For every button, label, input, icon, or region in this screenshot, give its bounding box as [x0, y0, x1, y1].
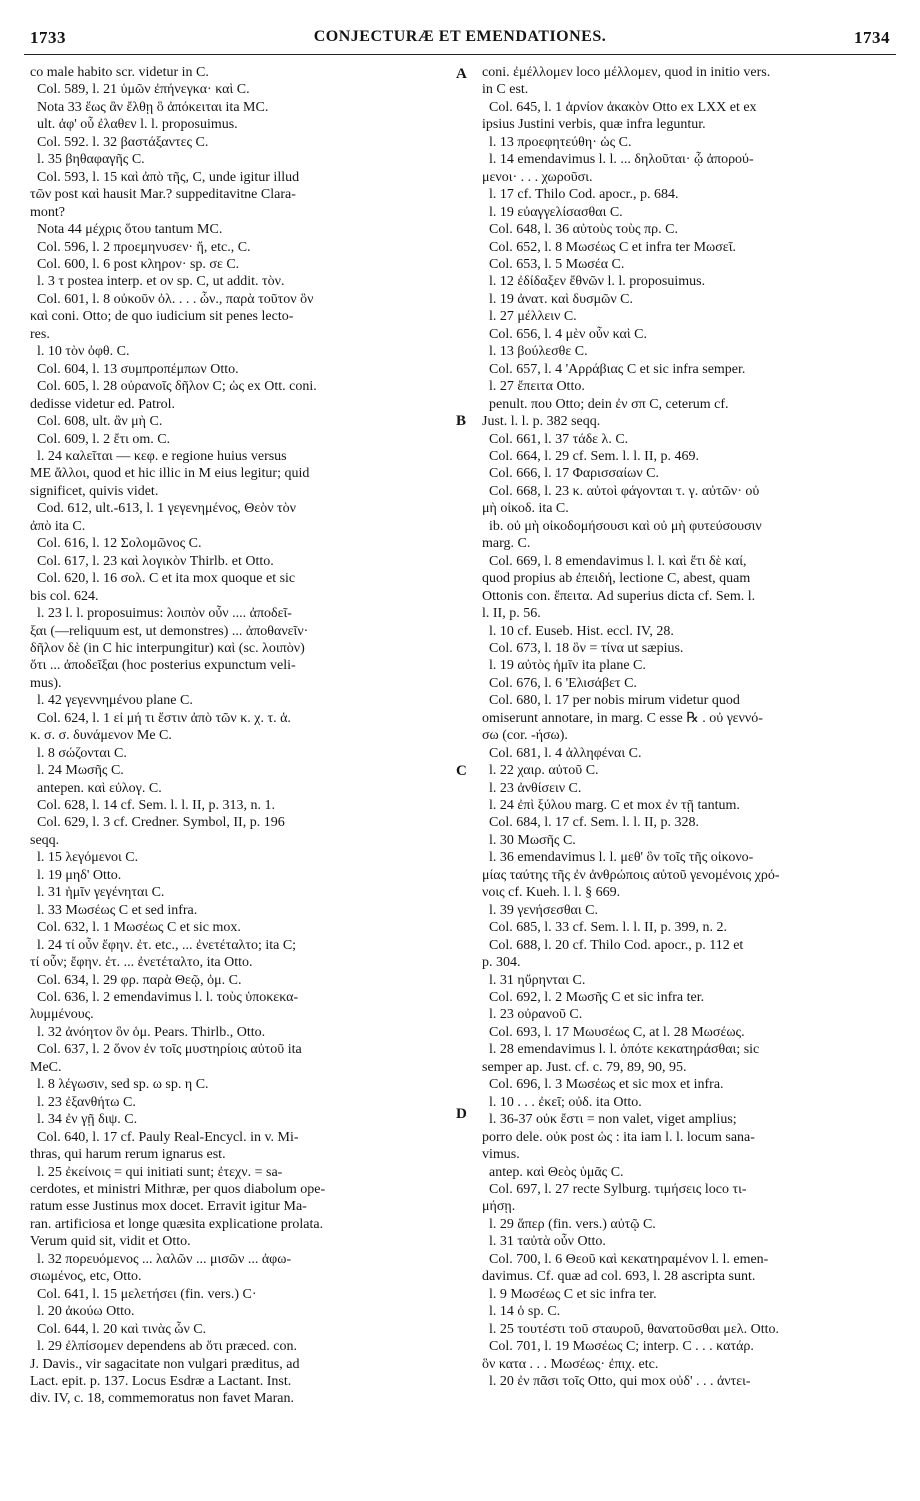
text-line: l. 15 λεγόμενοι C. — [30, 850, 139, 866]
text-line: Col. 680, l. 17 per nobis mirum videtur quod — [482, 693, 740, 709]
text-line: Col. 701, l. 19 Μωσέως C; interp. C . . . κατάρ. — [482, 1339, 754, 1355]
text-line: Col. 593, l. 15 καὶ ἀπὸ τῆς, C, unde igitur illud — [30, 169, 300, 185]
text-line: μήσῃ. — [482, 1199, 516, 1215]
text-line: Ottonis con. ἔπειτα. Ad superius dicta cf. Sem. l. — [482, 588, 756, 604]
text-line: l. 24 ἐπὶ ξύλου marg. C et mox ἐν τῇ tantum. — [482, 798, 740, 814]
text-line: semper ap. Just. cf. c. 79, 89, 90, 95. — [482, 1059, 687, 1075]
page-header — [24, 24, 896, 55]
text-line: l. 36-37 οὐκ ἔστι = non valet, viget amplius; — [482, 1112, 737, 1128]
text-line: l. 24 καλεῖται — κεφ. e regione huius versus — [30, 448, 287, 464]
text-line: Nota 44 μέχρις ὅτου tantum MC. — [30, 222, 223, 238]
text-line: l. 3 τ postea interp. et ον sp. C, ut addit. τὸν. — [30, 274, 285, 290]
text-line: Col. 652, l. 8 Μωσέως C et infra ter Μωσεῖ. — [482, 239, 736, 255]
text-line: Col. 605, l. 28 οὐρανοῖς δῆλον C; ὡς ex Ott. coni. — [30, 379, 317, 395]
text-line: l. 10 cf. Euseb. Hist. eccl. IV, 28. — [482, 623, 674, 639]
text-line: l. 20 ἐν πᾶσι τοῖς Otto, qui mox οὐδ' . . . ἀντει- — [482, 1373, 751, 1389]
text-line: vimus. — [482, 1147, 520, 1163]
text-line: Col. 685, l. 33 cf. Sem. l. l. II, p. 399, n. 2. — [482, 920, 727, 936]
text-line: l. 23 ἀνθίσειν C. — [482, 780, 582, 796]
text-line: ult. ἀφ' οὗ ἐλαθεν l. l. proposuimus. — [30, 117, 238, 133]
text-line: l. 25 τουτέστι τοῦ σταυροῦ, θανατοῦσθαι μελ. Otto. — [482, 1321, 779, 1337]
text-line: l. 19 αὐτὸς ἡμῖν ita plane C. — [482, 658, 646, 674]
text-line: l. 23 l. l. proposuimus: λοιπὸν οὖν .... ἀποδεῖ- — [30, 606, 292, 622]
text-line: mus). — [30, 675, 62, 691]
running-title: CONJECTURÆ ET EMENDATIONES. — [313, 28, 607, 45]
text-line: Nota 33 ἕως ἂν ἔλθῃ ὃ ἀπόκειται ita MC. — [30, 99, 269, 115]
text-line: Col. 666, l. 17 Φαρισσαίων C. — [482, 466, 660, 482]
margin-letter-c: C — [456, 763, 467, 779]
text-line: l. 14 emendavimus l. l. ... δηλοῦται· ᾧ ἀπορού- — [482, 152, 754, 168]
text-line: Col. 629, l. 3 cf. Credner. Symbol, II, p. 196 — [30, 815, 285, 831]
text-line: Col. 616, l. 12 Σολομῶνος C. — [30, 536, 202, 552]
text-line: l. 19 εὐαγγελίσασθαι C. — [482, 204, 623, 220]
text-line: Col. 644, l. 20 καὶ τινὰς ὧν C. — [30, 1321, 207, 1337]
text-line: davimus. Cf. quæ ad col. 693, l. 28 ascripta sunt. — [482, 1269, 756, 1285]
text-line: co male habito scr. videtur in C. — [30, 65, 209, 80]
text-line: μενοι· . . . χωροῦσι. — [482, 169, 593, 185]
text-line: ipsius Justini verbis, quæ infra leguntur. — [482, 117, 706, 133]
text-line: Just. l. l. p. 382 seqq. — [482, 414, 601, 430]
text-line: ξαι (—reliquum est, ut demonstres) ... ἀποθανεῖν· — [30, 623, 309, 639]
text-line: l. 20 ἀκούω Otto. — [30, 1304, 135, 1320]
text-line: λυμμένους. — [30, 1007, 94, 1023]
text-line: coni. ἐμέλλομεν loco μέλλομεν, quod in initio vers. — [482, 65, 771, 80]
text-line: Col. 637, l. 2 ὅνον ἐν τοῖς μυστηρίοις αὐτοῦ ita — [30, 1042, 302, 1058]
text-line: Col. 640, l. 17 cf. Pauly Real-Encycl. in v. Mi- — [30, 1129, 299, 1145]
text-line: Col. 653, l. 5 Μωσέα C. — [482, 256, 625, 272]
text-line: l. 12 ἐδίδαξεν ἔθνῶν l. l. proposuimus. — [482, 274, 706, 290]
text-line: Col. 589, l. 21 ὑμῶν ἐπήνεγκα· καὶ C. — [30, 82, 250, 98]
text-line: div. IV, c. 18, commemoratus non favet Maran. — [30, 1391, 294, 1407]
text-line: Col. 641, l. 15 μελετήσει (fin. vers.) C· — [30, 1286, 257, 1302]
text-line: Col. 681, l. 4 ἀλληφέναι C. — [482, 745, 642, 761]
text-line: Verum quid sit, vidit et Otto. — [30, 1234, 191, 1250]
text-line: antepen. καὶ εὐλογ. C. — [30, 780, 162, 796]
text-line: cerdotes, et ministri Mithræ, per quos diabolum ope- — [30, 1182, 326, 1197]
text-line: l. 39 γενήσεσθαι C. — [482, 902, 598, 918]
text-line: l. 32 ἀνόητον ὃν ὁμ. Pears. Thirlb., Otto. — [30, 1024, 266, 1040]
text-line: Col. 604, l. 13 συμπροπέμπων Otto. — [30, 361, 239, 377]
text-line: δῆλον δὲ (in C hic interpungitur) καὶ (sc. λοιπὸν) — [30, 640, 305, 656]
text-line: seqq. — [30, 832, 60, 848]
left-column — [30, 64, 448, 1489]
margin-letter-d: D — [456, 1106, 467, 1122]
text-line: thras, qui harum rerum ignarus est. — [30, 1147, 226, 1163]
text-line: l. 34 ἐν γῇ διψ. C. — [30, 1112, 138, 1128]
text-line: l. 42 γεγεννημένου plane C. — [30, 693, 193, 709]
text-line: l. 23 οὐρανοῦ C. — [482, 1007, 583, 1023]
text-line: Col. 601, l. 8 οὐκοῦν ὀλ. . . . ὧν., παρὰ τοῦτον ὃν — [30, 291, 314, 307]
text-line: Col. 628, l. 14 cf. Sem. l. l. II, p. 313, n. 1. — [30, 798, 275, 814]
text-line: Col. 624, l. 1 εἰ μή τι ἔστιν ἀπὸ τῶν κ. χ. τ. ἁ. — [30, 710, 291, 726]
text-line: antep. καὶ Θεὸς ὑμᾶς C. — [482, 1164, 624, 1180]
text-line: Col. 609, l. 2 ἔτι om. C. — [30, 431, 171, 447]
text-line: bis col. 624. — [30, 588, 99, 604]
text-line: Col. 668, l. 23 κ. αὐτοὶ φάγονται τ. γ. αὐτῶν· οὐ — [482, 483, 760, 499]
text-line: l. 31 ηὔρηνται C. — [482, 972, 586, 988]
text-line: Col. 684, l. 17 cf. Sem. l. l. II, p. 328. — [482, 815, 699, 831]
text-line: ὃν κατα . . . Μωσέως· ἐπιχ. etc. — [482, 1356, 659, 1372]
text-line: J. Davis., vir sagacitate non vulgari præditus, ad — [30, 1356, 300, 1372]
text-line: Col. 661, l. 37 τάδε λ. C. — [482, 431, 629, 447]
text-line: l. 24 Μωσῆς C. — [30, 763, 124, 779]
text-line: marg. C. — [482, 536, 531, 552]
text-line: l. 32 πορευόμενος ... λαλῶν ... μισῶν ... ἀφω- — [30, 1251, 292, 1267]
text-line: Col. 592. l. 32 βαστάξαντες C. — [30, 134, 209, 150]
text-line: ran. artificiosa et longe quæsita explicatione prolata. — [30, 1216, 324, 1232]
text-line: Col. 673, l. 18 ὃν = τίνα ut sæpius. — [482, 640, 684, 656]
text-line: dedisse videtur ed. Patrol. — [30, 396, 176, 412]
text-line: Lact. epit. p. 137. Locus Esdræ a Lactant. Inst. — [30, 1373, 292, 1389]
text-line: Col. 669, l. 8 emendavimus l. l. καὶ ἔτι δὲ καί, — [482, 553, 747, 569]
text-line: l. 29 ἐλπίσομεν dependens ab ὅτι præced. con. — [30, 1339, 297, 1355]
text-line: l. 27 μέλλειν C. — [482, 309, 577, 325]
text-line: σω (cor. -ήσω). — [482, 728, 568, 744]
right-page-number: 1734 — [854, 28, 890, 47]
text-line: in C est. — [482, 82, 529, 98]
text-line: l. 14 ὁ sp. C. — [482, 1304, 561, 1320]
text-line: l. 35 βηθαφαγῆς C. — [30, 152, 145, 168]
text-line: Cod. 612, ult.-613, l. 1 γεγενημένος, Θεὸν τὸν — [30, 501, 297, 517]
text-line: l. 9 Μωσέως C et sic infra ter. — [482, 1286, 657, 1302]
text-line: ME ἄλλοι, quod et hic illic in M eius legitur; quid — [30, 466, 310, 482]
text-line: l. 31 ταὐτὰ οὖν Otto. — [482, 1234, 606, 1250]
margin-letter-b: B — [456, 413, 467, 429]
text-line: τί οὖν; ἔφην. ἐτ. ... ἐνετέταλτο, ita Otto. — [30, 955, 253, 971]
text-line: res. — [30, 326, 50, 342]
text-line: l. 29 ἅπερ (fin. vers.) αὐτῷ C. — [482, 1216, 656, 1232]
text-line: Col. 634, l. 29 φρ. παρὰ Θεῷ, ὁμ. C. — [30, 972, 242, 988]
text-line: p. 304. — [482, 955, 521, 971]
text-line: Col. 697, l. 27 recte Sylburg. τιμήσεις loco τι- — [482, 1182, 747, 1197]
text-line: Col. 692, l. 2 Μωσῆς C et sic infra ter. — [482, 990, 705, 1006]
left-page-number: 1733 — [30, 28, 66, 47]
text-line: l. 24 τί οὖν ἔφην. ἐτ. etc., ... ἐνετέταλτο; ita C; — [30, 937, 297, 953]
text-line: Col. 620, l. 16 σολ. C et ita mox quoque et sic — [30, 571, 296, 587]
right-column — [482, 64, 898, 1489]
text-line: l. 30 Μωσῆς C. — [482, 832, 576, 848]
text-line: l. 28 emendavimus l. l. ὁπότε κεκατηράσθαι; sic — [482, 1042, 760, 1058]
text-line: significet, quivis videt. — [30, 483, 159, 499]
text-line: νοις cf. Kueh. l. l. § 669. — [482, 885, 621, 901]
text-line: l. 13 προεφητεύθη· ὡς C. — [482, 134, 632, 150]
text-line: omiserunt annotare, in marg. C esse ℞ . οὐ γεννό- — [482, 710, 763, 726]
text-line: Col. 700, l. 6 Θεοῦ καὶ κεκατηραμένον l. l. emen- — [482, 1251, 769, 1267]
text-line: ib. οὐ μὴ οἰκοδομήσουσι καὶ οὐ μὴ φυτεύσουσιν — [482, 518, 762, 534]
text-line: l. 8 λέγωσιν, sed sp. ω sp. η C. — [30, 1077, 209, 1093]
text-line: quod propius ab ἐπειδή, lectione C, abest, quam — [482, 571, 751, 587]
text-line: μίας ταύτης τῆς ἐν ἀνθρώποις αὐτοῦ γενομένοις χρό- — [482, 867, 780, 883]
text-line: l. 10 . . . ἐκεῖ; οὐδ. ita Otto. — [482, 1094, 642, 1110]
text-line: Col. 608, ult. ἂν μὴ C. — [30, 414, 163, 430]
text-line: Col. 664, l. 29 cf. Sem. l. l. II, p. 469. — [482, 448, 699, 464]
text-line: Col. 645, l. 1 ἀρνίον ἀκακὸν Otto ex LXX et ex — [482, 99, 757, 115]
margin-letter-a: A — [456, 66, 467, 82]
text-line: Col. 600, l. 6 post κληρον· sp. σε C. — [30, 256, 240, 272]
text-line: Col. 648, l. 36 αὐτοὺς τοὺς πρ. C. — [482, 222, 678, 238]
text-line: l. 23 ἐξανθήτω C. — [30, 1094, 136, 1110]
text-line: l. 17 cf. Thilo Cod. apocr., p. 684. — [482, 187, 679, 203]
text-line: τῶν post καὶ hausit Mar.? suppeditavitne Clara- — [30, 187, 296, 203]
text-line: l. 19 ἀνατ. καὶ δυσμῶν C. — [482, 291, 634, 307]
text-line: l. 31 ἡμῖν γεγένηται C. — [30, 885, 165, 901]
text-line: ratum esse Justinus mox docet. Erravit igitur Ma- — [30, 1199, 307, 1215]
text-line: Col. 693, l. 17 Μωυσέως C, at l. 28 Μωσέως. — [482, 1024, 745, 1040]
text-line: l. 8 σώζονται C. — [30, 745, 127, 761]
text-line: l. 19 μηδ' Otto. — [30, 867, 122, 883]
text-line: MeC. — [30, 1059, 62, 1075]
text-line: penult. που Otto; dein ἐν σπ C, ceterum cf. — [482, 396, 729, 412]
text-line: μὴ οἰκοδ. ita C. — [482, 501, 569, 517]
text-line: Col. 676, l. 6 'Ελισάβετ C. — [482, 675, 637, 691]
text-line: Col. 632, l. 1 Μωσέως C et sic mox. — [30, 920, 241, 936]
text-line: Col. 617, l. 23 καὶ λογικὸν Thirlb. et Otto. — [30, 553, 274, 569]
text-line: l. II, p. 56. — [482, 606, 541, 622]
text-line: mont? — [30, 204, 65, 220]
text-line: l. 10 τὸν ὀφθ. C. — [30, 344, 130, 360]
text-line: Col. 696, l. 3 Μωσέως et sic mox et infra. — [482, 1077, 724, 1093]
text-line: l. 25 ἐκείνοις = qui initiati sunt; ἐτεχν. = sa- — [30, 1164, 283, 1180]
text-line: l. 13 βούλεσθε C. — [482, 344, 588, 360]
text-line: Col. 657, l. 4 'Αρράβιας C et sic infra semper. — [482, 361, 746, 377]
text-line: Col. 688, l. 20 cf. Thilo Cod. apocr., p. 112 et — [482, 937, 744, 953]
text-line: ὅτι ... ἀποδεῖξαι (hoc posterius expunctum veli- — [30, 658, 296, 674]
text-line: l. 33 Μωσέως C et sed infra. — [30, 902, 198, 918]
text-line: Col. 596, l. 2 προεμηνυσεν· ἤ, etc., C. — [30, 239, 251, 255]
text-line: l. 22 χαιρ. αὐτοῦ C. — [482, 763, 599, 779]
text-line: porro dele. οὐκ post ὡς : ita iam l. l. locum sana- — [482, 1129, 755, 1145]
text-line: καὶ coni. Otto; de quo iudicium sit penes lecto- — [30, 309, 294, 325]
text-line: σιωμένος, etc, Otto. — [30, 1269, 142, 1285]
text-line: ἀπὸ ita C. — [30, 518, 86, 534]
text-line: l. 36 emendavimus l. l. μεθ' ὃν τοῖς τῆς οἰκονο- — [482, 850, 754, 866]
text-line: l. 27 ἔπειτα Otto. — [482, 379, 585, 395]
text-line: Col. 636, l. 2 emendavimus l. l. τοὺς ὑποκεκα- — [30, 990, 299, 1006]
text-line: Col. 656, l. 4 μὲν οὖν καὶ C. — [482, 326, 647, 342]
text-line: κ. σ. σ. δυνάμενον Me C. — [30, 728, 172, 744]
